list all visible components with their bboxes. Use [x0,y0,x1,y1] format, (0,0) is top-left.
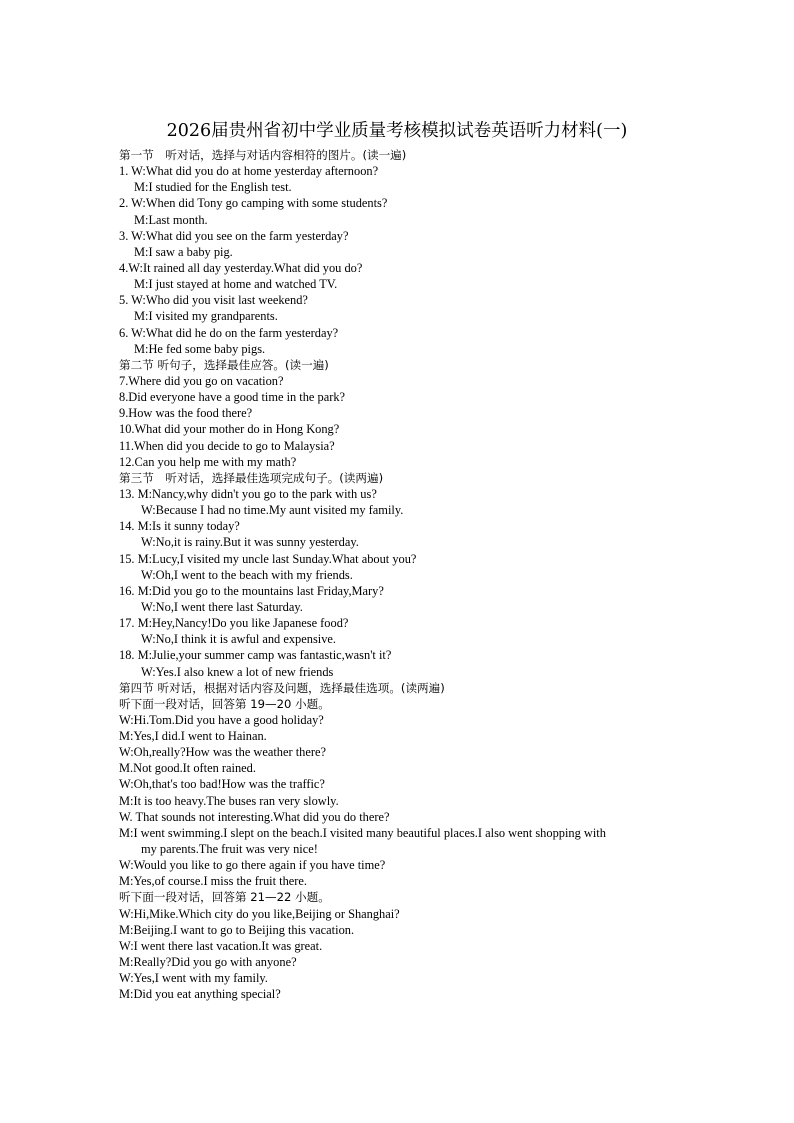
listening-material [119,147,719,1002]
dialog-line: M:I went swimming.I slept on the beach.I visited many beautiful places.I also went shopping with [119,825,606,840]
dialog-line: M:Beijing.I want to go to Beijing this vacation. [119,922,355,937]
dialog-answer: W:Oh,I went to the beach with my friends. [141,567,353,582]
dialog-question: 2. W:When did Tony go camping with some students? [119,196,388,211]
dialog-line: M:Yes,I did.I went to Hainan. [119,729,267,744]
dialog-answer: M:I studied for the English test. [134,180,292,195]
section-3-heading: 第三节 听对话，选择最佳选项完成句子。(读两遍) [119,470,384,485]
dialog-answer: W:No,I went there last Saturday. [141,599,303,614]
dialog-line: W:I went there last vacation.It was great. [119,938,323,953]
dialog-line: W:Oh,that's too bad!How was the traffic? [119,777,325,792]
dialog-intro: 听下面一段对话，回答第 19—20 小题。 [119,696,330,711]
dialog-line: M:Really?Did you go with anyone? [119,955,297,970]
dialog-answer: M:I just stayed at home and watched TV. [134,277,338,292]
sentence-item: 9.How was the food there? [119,406,253,421]
dialog-line: M:Did you eat anything special? [119,987,281,1002]
dialog-question: 16. M:Did you go to the mountains last Friday,Mary? [119,583,384,598]
dialog-line: W:Would you like to go there again if you have time? [119,858,386,873]
dialog-answer: M:Last month. [134,212,208,227]
dialog-line: W:Yes,I went with my family. [119,971,268,986]
dialog-answer: W:Yes.I also knew a lot of new friends [141,664,334,679]
dialog-question: 14. M:Is it sunny today? [119,519,240,534]
dialog-line: W:Oh,really?How was the weather there? [119,745,326,760]
dialog-answer: W:No,I think it is awful and expensive. [141,632,336,647]
section-2-heading: 第二节 听句子，选择最佳应答。(读一遍) [119,357,329,372]
dialog-question: 13. M:Nancy,why didn't you go to the park with us? [119,486,377,501]
dialog-answer: M:He fed some baby pigs. [134,341,266,356]
dialog-question: 3. W:What did you see on the farm yesterday? [119,228,349,243]
dialog-line: W:Hi.Tom.Did you have a good holiday? [119,712,324,727]
section-4-heading: 第四节 听对话，根据对话内容及问题，选择最佳选项。(读两遍) [119,680,445,695]
dialog-line: M:It is too heavy.The buses ran very slowly. [119,793,339,808]
sentence-item: 12.Can you help me with my math? [119,454,297,469]
sentence-item: 7.Where did you go on vacation? [119,373,284,388]
dialog-answer: M:I visited my grandparents. [134,309,278,324]
dialog-intro: 听下面一段对话，回答第 21—22 小题。 [119,890,330,905]
dialog-line: M.Not good.It often rained. [119,761,256,776]
dialog-line: W:Hi,Mike.Which city do you like,Beijing or Shanghai? [119,906,400,921]
dialog-question: 18. M:Julie,your summer camp was fantastic,wasn't it? [119,648,392,663]
document-title: 2026届贵州省初中学业质量考核模拟试卷英语听力材料(一) [166,121,628,141]
dialog-question: 17. M:Hey,Nancy!Do you like Japanese food? [119,616,349,631]
dialog-line-continuation: my parents.The fruit was very nice! [141,842,318,857]
dialog-question: 6. W:What did he do on the farm yesterday? [119,325,339,340]
sentence-item: 11.When did you decide to go to Malaysia? [119,438,335,453]
dialog-question: 5. W:Who did you visit last weekend? [119,293,308,308]
sentence-item: 8.Did everyone have a good time in the park? [119,390,346,405]
dialog-question: 4.W:It rained all day yesterday.What did you do? [119,260,363,275]
dialog-answer: W:Because I had no time.My aunt visited my family. [141,503,404,518]
sentence-item: 10.What did your mother do in Hong Kong? [119,422,340,437]
dialog-answer: W:No,it is rainy.But it was sunny yesterday. [141,535,359,550]
dialog-question: 1. W:What did you do at home yesterday afternoon? [119,164,379,179]
dialog-line: W. That sounds not interesting.What did you do there? [119,809,390,824]
dialog-answer: M:I saw a baby pig. [134,244,233,259]
dialog-question: 15. M:Lucy,I visited my uncle last Sunday.What about you? [119,551,417,566]
section-1-heading: 第一节 听对话，选择与对话内容相符的图片。(读一遍) [119,148,407,162]
dialog-line: M:Yes,of course.I miss the fruit there. [119,874,308,889]
